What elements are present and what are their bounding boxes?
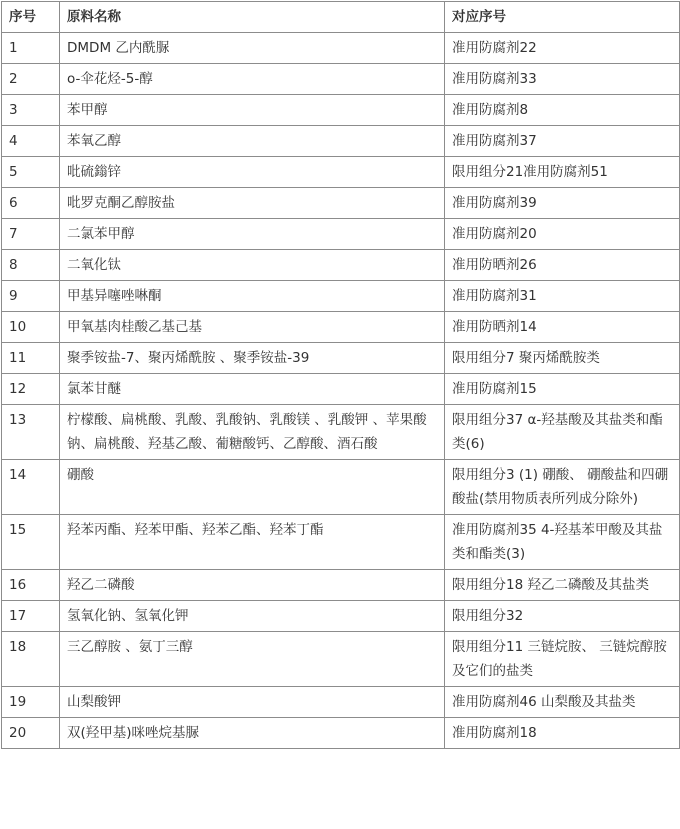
cell-index: 7 [2, 219, 60, 250]
cell-index: 19 [2, 687, 60, 718]
table-row [2, 632, 680, 687]
cell-ingredient-name: 氢氧化钠、氢氧化钾 [60, 601, 445, 632]
table-header-row [2, 2, 680, 33]
cell-corresponding-number: 准用防晒剂14 [445, 312, 680, 343]
cell-corresponding-number: 准用防腐剂8 [445, 95, 680, 126]
cell-index: 6 [2, 188, 60, 219]
cell-corresponding-number: 准用防腐剂22 [445, 33, 680, 64]
table-row [2, 33, 680, 64]
header-index: 序号 [2, 2, 60, 33]
cell-corresponding-number: 准用防腐剂33 [445, 64, 680, 95]
table-row [2, 460, 680, 515]
cell-index: 9 [2, 281, 60, 312]
cell-ingredient-name: 羟苯丙酯、羟苯甲酯、羟苯乙酯、羟苯丁酯 [60, 515, 445, 570]
cell-index: 11 [2, 343, 60, 374]
header-ingredient-name: 原料名称 [60, 2, 445, 33]
cell-ingredient-name: 羟乙二磷酸 [60, 570, 445, 601]
table-row [2, 515, 680, 570]
cell-ingredient-name: 三乙醇胺 、氨丁三醇 [60, 632, 445, 687]
table-row [2, 157, 680, 188]
cell-corresponding-number: 限用组分32 [445, 601, 680, 632]
cell-corresponding-number: 限用组分11 三链烷胺、 三链烷醇胺及它们的盐类 [445, 632, 680, 687]
cell-ingredient-name: 吡硫鎓锌 [60, 157, 445, 188]
table-row [2, 718, 680, 749]
cell-corresponding-number: 准用防腐剂39 [445, 188, 680, 219]
cell-corresponding-number: 限用组分3 (1) 硼酸、 硼酸盐和四硼酸盐(禁用物质表所列成分除外) [445, 460, 680, 515]
table-row [2, 312, 680, 343]
cell-index: 5 [2, 157, 60, 188]
cell-ingredient-name: 氯苯甘醚 [60, 374, 445, 405]
cell-index: 1 [2, 33, 60, 64]
cell-corresponding-number: 准用防腐剂20 [445, 219, 680, 250]
cell-index: 15 [2, 515, 60, 570]
cell-corresponding-number: 准用防腐剂35 4-羟基苯甲酸及其盐类和酯类(3) [445, 515, 680, 570]
cell-corresponding-number: 准用防腐剂37 [445, 126, 680, 157]
cell-index: 17 [2, 601, 60, 632]
table-row [2, 343, 680, 374]
table-row [2, 250, 680, 281]
cell-ingredient-name: 甲氧基肉桂酸乙基己基 [60, 312, 445, 343]
cell-index: 12 [2, 374, 60, 405]
cell-index: 16 [2, 570, 60, 601]
cell-corresponding-number: 限用组分7 聚丙烯酰胺类 [445, 343, 680, 374]
cell-index: 20 [2, 718, 60, 749]
cell-corresponding-number: 限用组分18 羟乙二磷酸及其盐类 [445, 570, 680, 601]
cell-ingredient-name: 甲基异噻唑啉酮 [60, 281, 445, 312]
cell-corresponding-number: 准用防腐剂18 [445, 718, 680, 749]
table-row [2, 374, 680, 405]
cell-ingredient-name: 硼酸 [60, 460, 445, 515]
cell-ingredient-name: DMDM 乙内酰脲 [60, 33, 445, 64]
table-row [2, 126, 680, 157]
cell-ingredient-name: 吡罗克酮乙醇胺盐 [60, 188, 445, 219]
cell-ingredient-name: 双(羟甲基)咪唑烷基脲 [60, 718, 445, 749]
header-corresponding-number: 对应序号 [445, 2, 680, 33]
cell-ingredient-name: 聚季铵盐-7、聚丙烯酰胺 、聚季铵盐-39 [60, 343, 445, 374]
cell-corresponding-number: 准用防腐剂31 [445, 281, 680, 312]
cell-ingredient-name: o-伞花烃-5-醇 [60, 64, 445, 95]
cell-index: 4 [2, 126, 60, 157]
cell-corresponding-number: 准用防晒剂26 [445, 250, 680, 281]
cell-corresponding-number: 准用防腐剂46 山梨酸及其盐类 [445, 687, 680, 718]
cell-ingredient-name: 二氯苯甲醇 [60, 219, 445, 250]
table-row [2, 219, 680, 250]
cell-ingredient-name: 二氧化钛 [60, 250, 445, 281]
cell-corresponding-number: 准用防腐剂15 [445, 374, 680, 405]
cell-index: 2 [2, 64, 60, 95]
table-row [2, 95, 680, 126]
cell-index: 13 [2, 405, 60, 460]
table-row [2, 405, 680, 460]
cell-index: 18 [2, 632, 60, 687]
cell-index: 3 [2, 95, 60, 126]
cell-corresponding-number: 限用组分21准用防腐剂51 [445, 157, 680, 188]
table-row [2, 281, 680, 312]
table-row [2, 188, 680, 219]
table-row [2, 687, 680, 718]
cell-ingredient-name: 山梨酸钾 [60, 687, 445, 718]
cell-corresponding-number: 限用组分37 α-羟基酸及其盐类和酯类(6) [445, 405, 680, 460]
ingredient-table [1, 1, 680, 749]
table-row [2, 64, 680, 95]
table-row [2, 570, 680, 601]
cell-ingredient-name: 苯氧乙醇 [60, 126, 445, 157]
cell-index: 10 [2, 312, 60, 343]
table-row [2, 601, 680, 632]
cell-index: 8 [2, 250, 60, 281]
cell-index: 14 [2, 460, 60, 515]
cell-ingredient-name: 柠檬酸、扁桃酸、乳酸、乳酸钠、乳酸镁 、乳酸钾 、苹果酸钠、扁桃酸、羟基乙酸、葡糖酸钙、乙醇酸、酒石酸 [60, 405, 445, 460]
cell-ingredient-name: 苯甲醇 [60, 95, 445, 126]
